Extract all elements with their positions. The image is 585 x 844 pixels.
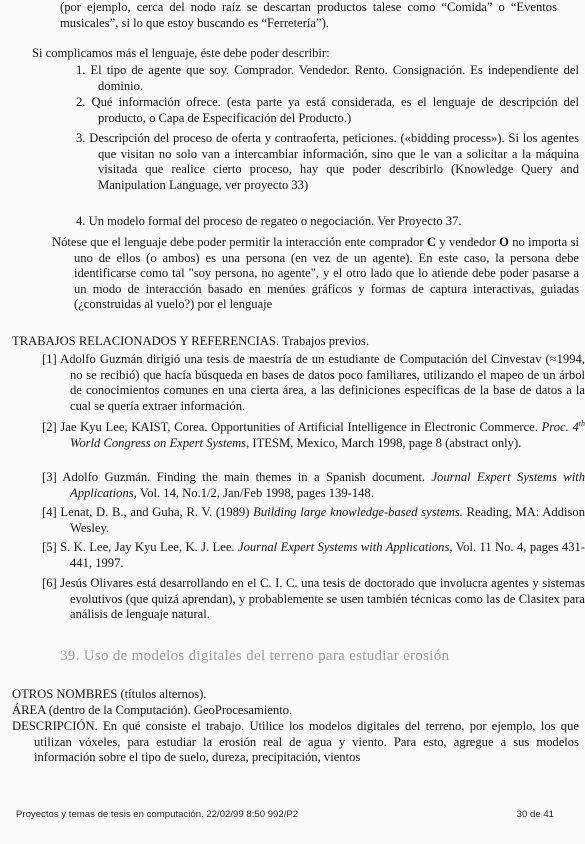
reference-1: [1] Adolfo Guzmán dirigió una tesis de maestría de un estudiante de Computación del Cinvestav (≈1994, no se recibió) que hacía búsqueda en bases de datos poco familiares, utilizando el mapeo de un árbol de conocimientos comunes en una cierta área, a las definiciones específicas de la base de datos a la cual se quería extraer información.: [42, 352, 585, 413]
area-line: ÁREA (dentro de la Computación). GeoProcesamiento.: [12, 703, 293, 717]
intro-lead: Si complicamos más el lenguaje, éste debe poder describir:: [32, 46, 330, 60]
reference-5: [5] S. K. Lee, Jay Kyu Lee, K. J. Lee. Journal Expert Systems with Applications, Vol. 11 No. 4, pages 431-441, 1997.: [42, 540, 585, 570]
otros-nombres: OTROS NOMBRES (títulos alternos).: [12, 687, 207, 701]
intro-note: Nótese que el lenguaje debe poder permitir la interacción ente comprador C y vendedor O no importa si uno de ellos (o ambos) es una persona (en vez de un agente). En este caso, la persona debe identificarse como tal "soy persona, no agente", y el otro lado que lo atiende debe poder pasarse a un modo de interacción basado en menúes gráficos y formas de captura interactivas, guiadas (¿construidas al vuelo?) por el lenguaje: [52, 235, 579, 312]
page-footer: [16, 807, 556, 823]
reference-4: [4] Lenat, D. B., and Guha, R. V. (1989) Building large knowledge-based systems. Reading, MA: Addison Wesley.: [42, 505, 585, 535]
trabajos-heading: TRABAJOS RELACIONADOS Y REFERENCIAS. Trabajos previos.: [12, 334, 369, 348]
reference-6: [6] Jesús Olivares está desarrollando en el C. I. C. una tesis de doctorado que involucra agentes y sistemas evolutivos (que quizá aprendan), y probablemente se usen también técnicas como las de Clasitex para análisis de lenguaje natural.: [42, 576, 585, 622]
intro-continuation: (por ejemplo, cerca del nodo raíz se descartan productos talese como “Comida” o “Eventos musicales”, si lo que estoy buscando es “Ferretería”).: [60, 0, 557, 30]
intro-item-3: 3. Descripción del proceso de oferta y contraoferta, peticiones. («bidding process»). Si los agentes que visitan no solo van a intercambiar información, sino que le van a solicitar a la máquina visitada que realice cierto proceso, hay que poder describirlo (Knowledge Query and Manipulation Language, ver proyecto 33): [76, 131, 579, 192]
section-39-title: 39. Uso de modelos digitales del terreno para estudiar erosión: [60, 648, 450, 664]
footer-left-text: Proyectos y temas de tesis en computación. 22/02/99 8:50 992/P2: [16, 809, 299, 820]
intro-item-4: 4. Un modelo formal del proceso de regateo o negociación. Ver Proyecto 37.: [76, 214, 462, 228]
reference-3: [3] Adolfo Guzmán. Finding the main themes in a Spanish document. Journal Expert Systems with Applications, Vol. 14, No.1/2, Jan/Feb 1998, pages 139-148.: [42, 470, 585, 500]
descripcion-paragraph: DESCRIPCIÓN. En qué consiste el trabajo. Utilice los modelos digitales del terreno, por ejemplo, los que utilizan vóxeles, para estudiar la erosión real de agua y viento. Para esto, agregue a sus modelos información sobre el tipo de suelo, dureza, precipitación, vientos: [12, 719, 579, 765]
page-number: 30 de 41: [516, 809, 554, 820]
intro-item-2: 2. Qué información ofrece. (esta parte ya está considerada, es el lenguaje de descripción del producto, o Capa de Especificación del Producto.): [76, 95, 579, 125]
intro-item-1: 1. El tipo de agente que soy. Comprador. Vendedor. Rento. Consignación. Es independiente del dominio.: [76, 63, 579, 93]
reference-2: [2] Jae Kyu Lee, KAIST, Corea. Opportunities of Artificial Intelligence in Electronic Commerce. Proc. 4th World Congress on Expert Systems, ITESM, Mexico, March 1998, page 8 (abstract only).: [42, 419, 585, 450]
